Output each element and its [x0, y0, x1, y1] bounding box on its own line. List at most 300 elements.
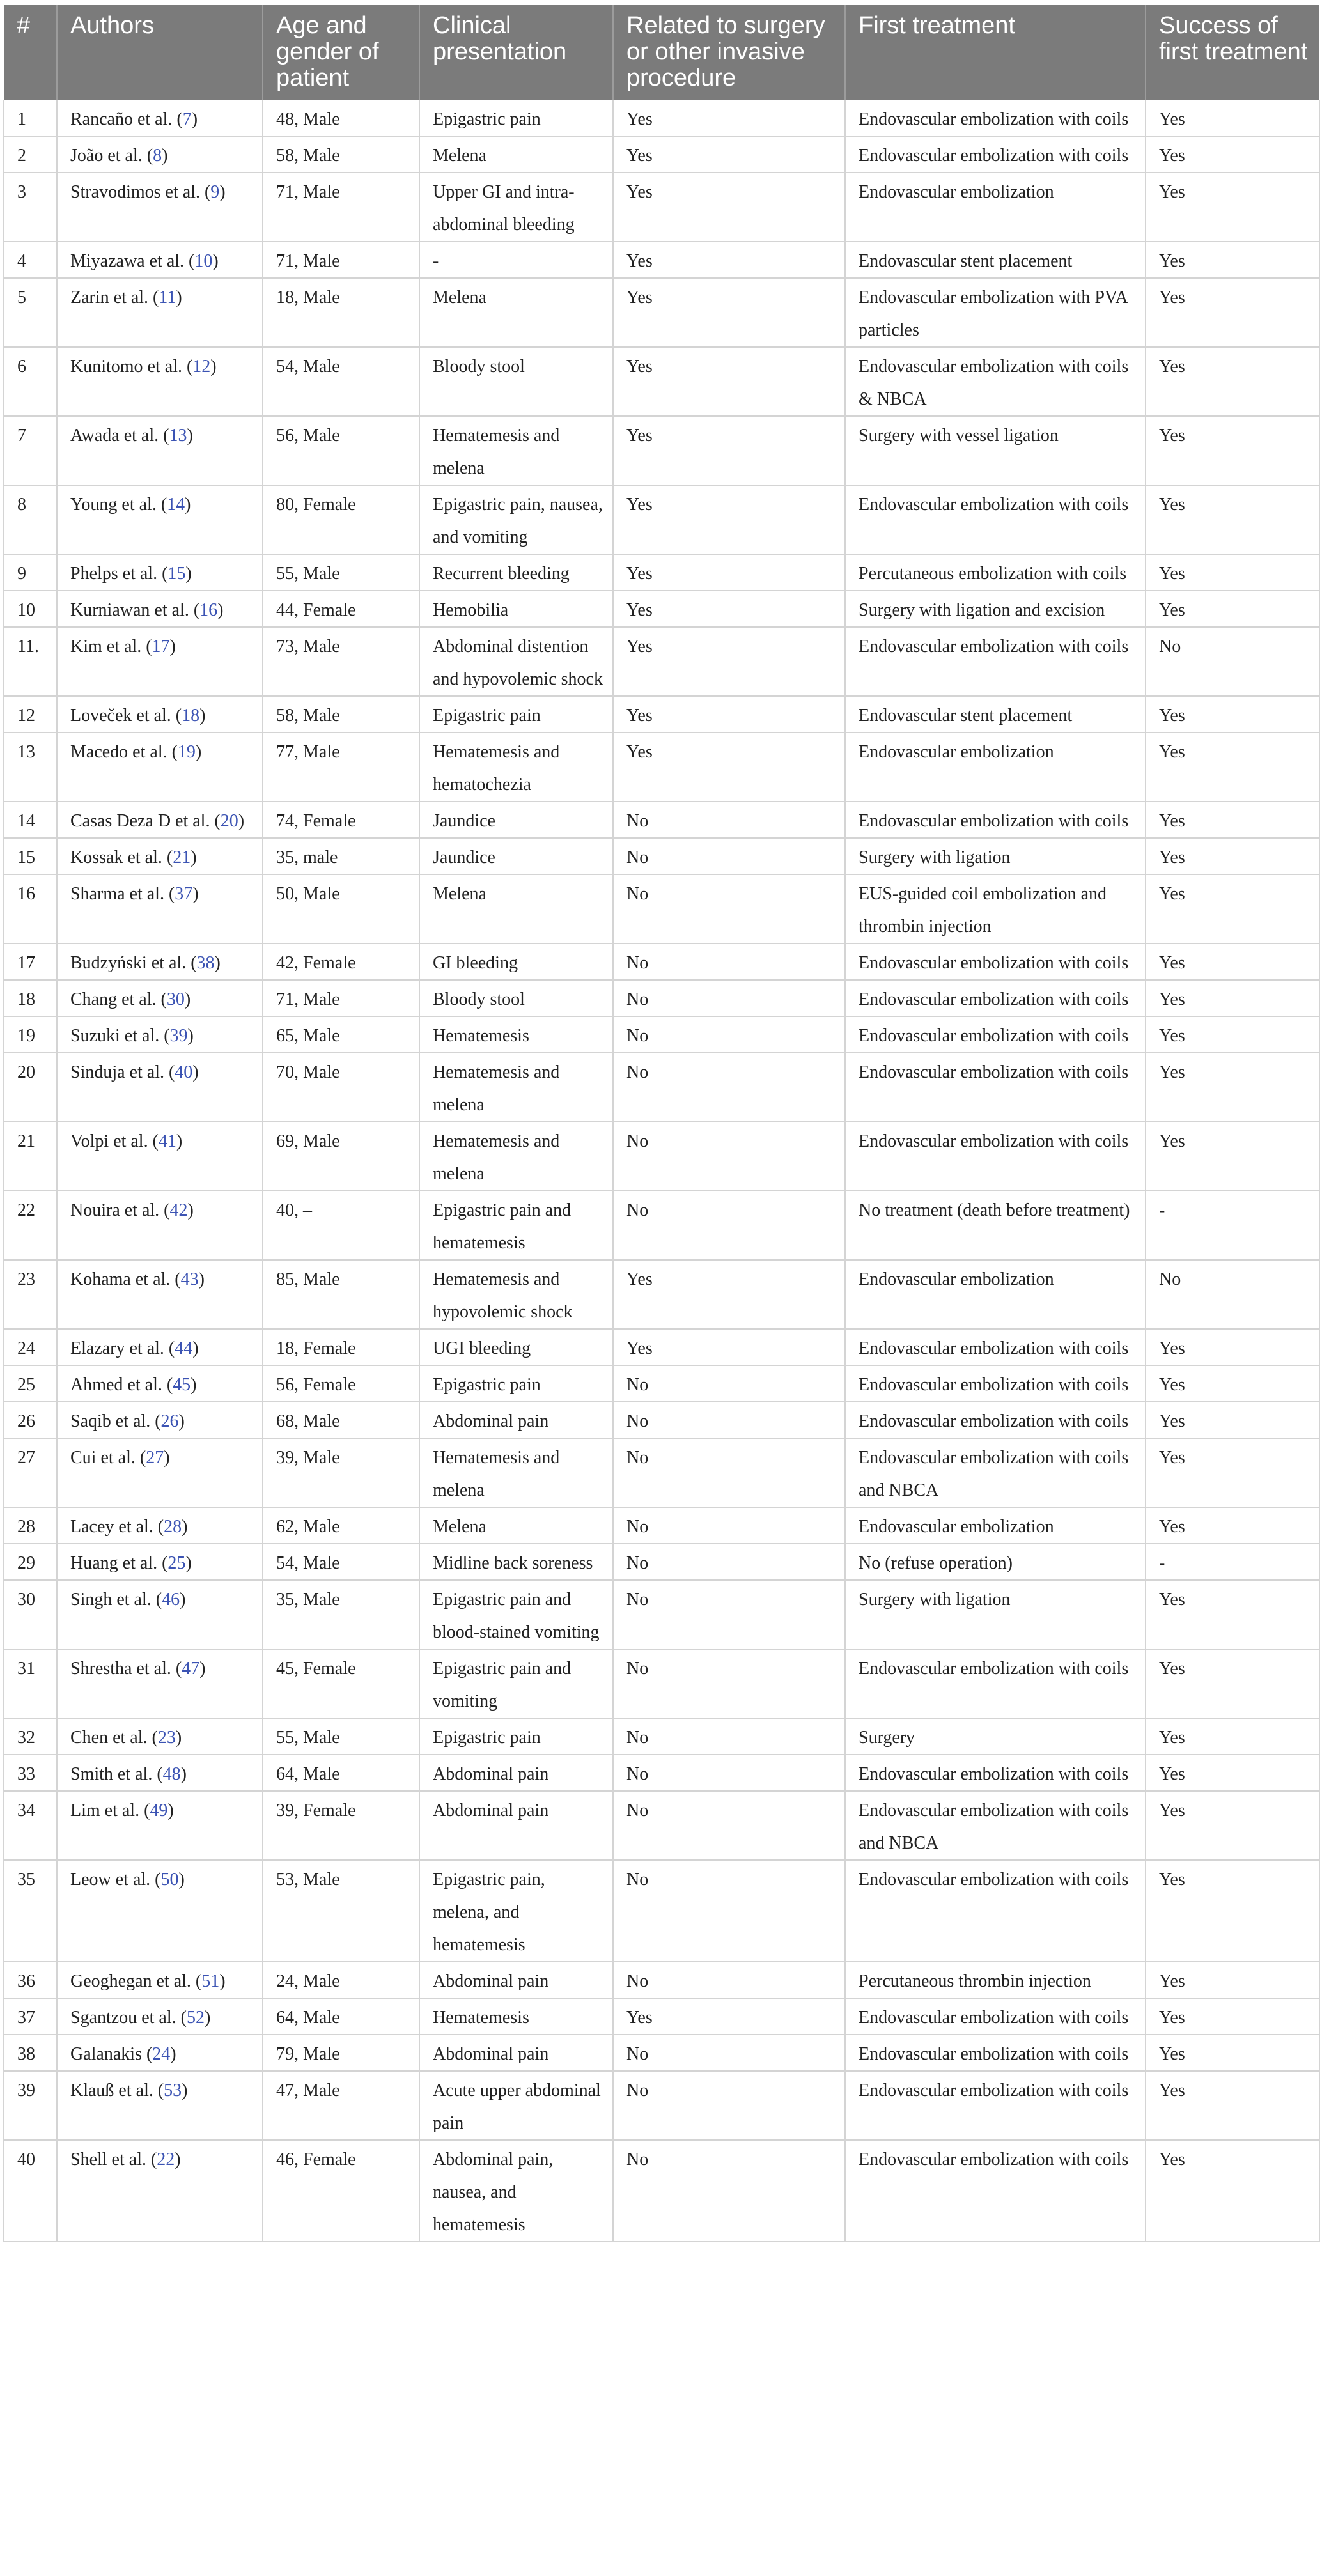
table-row	[4, 1507, 1319, 1544]
reference-close-paren: )	[175, 1728, 182, 1748]
table-row	[4, 1260, 1319, 1329]
success-cell: Yes	[1146, 980, 1319, 1016]
reference-link[interactable]: 44	[175, 1338, 193, 1358]
related-to-surgery-cell: No	[613, 1016, 845, 1053]
header-number: #	[4, 5, 57, 100]
author-cell	[57, 874, 263, 943]
related-to-surgery-cell: Yes	[613, 1260, 845, 1329]
related-to-surgery-cell: Yes	[613, 627, 845, 696]
success-cell: Yes	[1146, 100, 1319, 136]
author-cell	[57, 2071, 263, 2140]
author-cell	[57, 1998, 263, 2035]
clinical-presentation-cell: Epigastric pain and hematemesis	[419, 1191, 613, 1260]
reference-link[interactable]: 7	[182, 109, 192, 129]
row-number: 5	[4, 278, 57, 347]
age-gender-cell: 35, Male	[263, 1580, 419, 1649]
table-row	[4, 2140, 1319, 2242]
clinical-presentation-cell: Abdominal pain, nausea, and hematemesis	[419, 2140, 613, 2242]
first-treatment-cell: Surgery with ligation and excision	[845, 591, 1146, 627]
author-name: Macedo et al. (	[70, 742, 178, 762]
author-name: Sharma et al. (	[70, 884, 175, 904]
author-name: Shrestha et al. (	[70, 1659, 182, 1679]
clinical-presentation-cell: Epigastric pain	[419, 696, 613, 733]
reference-close-paren: )	[192, 1338, 199, 1358]
header-clinical-presentation: Clinical presentation	[419, 5, 613, 100]
reference-link[interactable]: 19	[177, 742, 196, 762]
first-treatment-cell: No treatment (death before treatment)	[845, 1191, 1146, 1260]
first-treatment-cell: Endovascular embolization with coils	[845, 1053, 1146, 1122]
table-row	[4, 1402, 1319, 1438]
clinical-presentation-cell: Hematemesis and melena	[419, 416, 613, 485]
reference-close-paren: )	[170, 2044, 176, 2064]
reference-link[interactable]: 15	[167, 564, 186, 584]
row-number: 3	[4, 173, 57, 242]
row-number: 33	[4, 1755, 57, 1791]
first-treatment-cell: Endovascular embolization with coils and NBCA	[845, 1791, 1146, 1860]
clinical-presentation-cell: Hematemesis	[419, 1016, 613, 1053]
table-row	[4, 1438, 1319, 1507]
clinical-presentation-cell: Jaundice	[419, 802, 613, 838]
age-gender-cell: 39, Male	[263, 1438, 419, 1507]
row-number: 6	[4, 347, 57, 416]
success-cell: Yes	[1146, 485, 1319, 554]
author-cell	[57, 1122, 263, 1191]
reference-close-paren: )	[176, 1131, 183, 1151]
first-treatment-cell: No (refuse operation)	[845, 1544, 1146, 1580]
age-gender-cell: 58, Male	[263, 696, 419, 733]
reference-link[interactable]: 9	[210, 182, 220, 202]
reference-close-paren: )	[184, 989, 191, 1009]
success-cell: Yes	[1146, 554, 1319, 591]
first-treatment-cell: Endovascular embolization with coils	[845, 980, 1146, 1016]
table-row	[4, 1649, 1319, 1718]
related-to-surgery-cell: No	[613, 2140, 845, 2242]
reference-link[interactable]: 16	[199, 600, 218, 620]
row-number: 20	[4, 1053, 57, 1122]
author-name: Chen et al. (	[70, 1728, 158, 1748]
related-to-surgery-cell: No	[613, 1402, 845, 1438]
author-cell	[57, 2035, 263, 2071]
reference-link[interactable]: 45	[173, 1375, 191, 1395]
row-number: 19	[4, 1016, 57, 1053]
table-row	[4, 1329, 1319, 1365]
age-gender-cell: 53, Male	[263, 1860, 419, 1962]
author-cell	[57, 485, 263, 554]
age-gender-cell: 77, Male	[263, 733, 419, 802]
author-name: Young et al. (	[70, 495, 167, 515]
row-number: 34	[4, 1791, 57, 1860]
success-cell: Yes	[1146, 1962, 1319, 1998]
author-name: Ahmed et al. (	[70, 1375, 173, 1395]
reference-close-paren: )	[178, 1870, 185, 1889]
clinical-presentation-cell: Bloody stool	[419, 347, 613, 416]
row-number: 10	[4, 591, 57, 627]
related-to-surgery-cell: No	[613, 1649, 845, 1718]
table-row	[4, 591, 1319, 627]
reference-link[interactable]: 17	[152, 637, 170, 656]
table-row	[4, 838, 1319, 874]
row-number: 31	[4, 1649, 57, 1718]
author-cell	[57, 1438, 263, 1507]
clinical-presentation-cell: Abdominal distention and hypovolemic shock	[419, 627, 613, 696]
reference-link[interactable]: 51	[201, 1971, 220, 1991]
success-cell: Yes	[1146, 2071, 1319, 2140]
first-treatment-cell: Endovascular embolization	[845, 733, 1146, 802]
related-to-surgery-cell: No	[613, 838, 845, 874]
author-name: Leow et al. (	[70, 1870, 161, 1889]
reference-link[interactable]: 20	[220, 811, 238, 831]
success-cell: Yes	[1146, 1402, 1319, 1438]
table-row	[4, 802, 1319, 838]
reference-link[interactable]: 11	[159, 288, 176, 307]
first-treatment-cell: Endovascular stent placement	[845, 696, 1146, 733]
author-name: Smith et al. (	[70, 1764, 163, 1784]
related-to-surgery-cell: Yes	[613, 100, 845, 136]
age-gender-cell: 73, Male	[263, 627, 419, 696]
first-treatment-cell: Endovascular embolization	[845, 173, 1146, 242]
clinical-presentation-cell: Hemobilia	[419, 591, 613, 627]
age-gender-cell: 24, Male	[263, 1962, 419, 1998]
success-cell: Yes	[1146, 696, 1319, 733]
success-cell: Yes	[1146, 1053, 1319, 1122]
row-number: 36	[4, 1962, 57, 1998]
clinical-presentation-cell: Abdominal pain	[419, 1791, 613, 1860]
reference-link[interactable]: 12	[192, 357, 211, 376]
row-number: 25	[4, 1365, 57, 1402]
row-number: 4	[4, 242, 57, 278]
author-name: Huang et al. (	[70, 1553, 168, 1573]
success-cell: Yes	[1146, 1860, 1319, 1962]
reference-close-paren: )	[180, 1590, 186, 1610]
success-cell: -	[1146, 1191, 1319, 1260]
related-to-surgery-cell: No	[613, 1122, 845, 1191]
clinical-presentation-cell: Melena	[419, 874, 613, 943]
author-name: Volpi et al. (	[70, 1131, 159, 1151]
reference-link[interactable]: 53	[164, 2081, 182, 2100]
reference-close-paren: )	[187, 1026, 194, 1046]
reference-link[interactable]: 25	[167, 1553, 186, 1573]
age-gender-cell: 46, Female	[263, 2140, 419, 2242]
reference-link[interactable]: 8	[153, 146, 162, 166]
age-gender-cell: 18, Male	[263, 278, 419, 347]
author-name: Klauß et al. (	[70, 2081, 164, 2100]
table-row	[4, 1365, 1319, 1402]
author-cell	[57, 347, 263, 416]
reference-close-paren: )	[214, 953, 221, 973]
success-cell: No	[1146, 627, 1319, 696]
first-treatment-cell: Endovascular embolization with coils	[845, 2035, 1146, 2071]
first-treatment-cell: Endovascular embolization with coils	[845, 136, 1146, 173]
row-number: 27	[4, 1438, 57, 1507]
clinical-presentation-cell: Abdominal pain	[419, 1962, 613, 1998]
reference-link[interactable]: 22	[157, 2150, 175, 2169]
first-treatment-cell: Endovascular embolization with coils	[845, 1755, 1146, 1791]
success-cell: Yes	[1146, 278, 1319, 347]
author-name: Miyazawa et al. (	[70, 251, 195, 271]
row-number: 38	[4, 2035, 57, 2071]
reference-link[interactable]: 30	[166, 989, 185, 1009]
age-gender-cell: 40, –	[263, 1191, 419, 1260]
related-to-surgery-cell: No	[613, 1580, 845, 1649]
author-name: Rancaño et al. (	[70, 109, 183, 129]
related-to-surgery-cell: No	[613, 2071, 845, 2140]
reference-link[interactable]: 38	[196, 953, 215, 973]
reference-link[interactable]: 46	[162, 1590, 180, 1610]
success-cell: Yes	[1146, 1580, 1319, 1649]
reference-close-paren: )	[199, 1659, 206, 1679]
reference-close-paren: )	[212, 251, 219, 271]
first-treatment-cell: Endovascular embolization with coils	[845, 943, 1146, 980]
author-name: Geoghegan et al. (	[70, 1971, 202, 1991]
author-cell	[57, 554, 263, 591]
reference-close-paren: )	[185, 564, 192, 584]
reference-close-paren: )	[191, 848, 197, 867]
table-row	[4, 1962, 1319, 1998]
author-name: Zarin et al. (	[70, 288, 159, 307]
table-row	[4, 278, 1319, 347]
clinical-presentation-cell: Epigastric pain, nausea, and vomiting	[419, 485, 613, 554]
reference-link[interactable]: 21	[173, 848, 191, 867]
first-treatment-cell: Endovascular embolization with coils	[845, 100, 1146, 136]
table-row	[4, 1016, 1319, 1053]
reference-link[interactable]: 27	[146, 1448, 164, 1468]
reference-close-paren: )	[199, 706, 206, 725]
author-cell	[57, 802, 263, 838]
reference-close-paren: )	[169, 637, 176, 656]
table-row	[4, 554, 1319, 591]
author-name: Kunitomo et al. (	[70, 357, 193, 376]
reference-link[interactable]: 37	[175, 884, 193, 904]
table-row	[4, 696, 1319, 733]
clinical-presentation-cell: Hematemesis and melena	[419, 1053, 613, 1122]
table-row	[4, 173, 1319, 242]
success-cell: Yes	[1146, 1365, 1319, 1402]
row-number: 15	[4, 838, 57, 874]
reference-link[interactable]: 28	[164, 1517, 182, 1537]
row-number: 8	[4, 485, 57, 554]
related-to-surgery-cell: No	[613, 802, 845, 838]
clinical-presentation-cell: Epigastric pain and blood-stained vomiting	[419, 1580, 613, 1649]
success-cell: Yes	[1146, 347, 1319, 416]
row-number: 14	[4, 802, 57, 838]
first-treatment-cell: Endovascular embolization with coils	[845, 1998, 1146, 2035]
row-number: 37	[4, 1998, 57, 2035]
related-to-surgery-cell: No	[613, 1718, 845, 1755]
related-to-surgery-cell: No	[613, 1791, 845, 1860]
first-treatment-cell: Percutaneous thrombin injection	[845, 1962, 1146, 1998]
reference-link[interactable]: 23	[157, 1728, 176, 1748]
success-cell: Yes	[1146, 136, 1319, 173]
row-number: 7	[4, 416, 57, 485]
header-success: Success of first treatment	[1146, 5, 1319, 100]
author-name: Stravodimos et al. (	[70, 182, 211, 202]
clinical-presentation-cell: Epigastric pain	[419, 100, 613, 136]
author-cell	[57, 980, 263, 1016]
success-cell: Yes	[1146, 416, 1319, 485]
reference-link[interactable]: 41	[158, 1131, 176, 1151]
clinical-presentation-cell: GI bleeding	[419, 943, 613, 980]
row-number: 40	[4, 2140, 57, 2242]
table-row	[4, 416, 1319, 485]
reference-link[interactable]: 47	[182, 1659, 200, 1679]
related-to-surgery-cell: No	[613, 1755, 845, 1791]
reference-link[interactable]: 43	[180, 1269, 199, 1289]
age-gender-cell: 56, Female	[263, 1365, 419, 1402]
reference-close-paren: )	[167, 1801, 174, 1820]
author-cell	[57, 1402, 263, 1438]
clinical-presentation-cell: Bloody stool	[419, 980, 613, 1016]
author-name: Kossak et al. (	[70, 848, 173, 867]
success-cell: Yes	[1146, 874, 1319, 943]
reference-link[interactable]: 48	[162, 1764, 181, 1784]
row-number: 35	[4, 1860, 57, 1962]
author-name: Chang et al. (	[70, 989, 167, 1009]
related-to-surgery-cell: No	[613, 874, 845, 943]
table-row	[4, 627, 1319, 696]
first-treatment-cell: Endovascular stent placement	[845, 242, 1146, 278]
clinical-presentation-cell: Jaundice	[419, 838, 613, 874]
reference-close-paren: )	[182, 2081, 188, 2100]
author-cell	[57, 627, 263, 696]
author-name: João et al. (	[70, 146, 153, 166]
clinical-presentation-cell: Upper GI and intra-abdominal bleeding	[419, 173, 613, 242]
author-cell	[57, 1755, 263, 1791]
table-row	[4, 485, 1319, 554]
reference-close-paren: )	[162, 146, 168, 166]
related-to-surgery-cell: Yes	[613, 416, 845, 485]
related-to-surgery-cell: No	[613, 1365, 845, 1402]
table-row	[4, 1718, 1319, 1755]
table-row	[4, 1755, 1319, 1791]
clinical-presentation-cell: Abdominal pain	[419, 2035, 613, 2071]
first-treatment-cell: Endovascular embolization	[845, 1260, 1146, 1329]
success-cell: Yes	[1146, 1649, 1319, 1718]
age-gender-cell: 62, Male	[263, 1507, 419, 1544]
first-treatment-cell: Endovascular embolization with coils	[845, 802, 1146, 838]
table-header-row	[4, 5, 1319, 100]
reference-link[interactable]: 52	[186, 2008, 205, 2028]
reference-close-paren: )	[191, 1375, 197, 1395]
header-authors: Authors	[57, 5, 263, 100]
clinical-presentation-cell: -	[419, 242, 613, 278]
first-treatment-cell: Surgery with ligation	[845, 1580, 1146, 1649]
row-number: 28	[4, 1507, 57, 1544]
reference-link[interactable]: 13	[169, 426, 187, 446]
related-to-surgery-cell: Yes	[613, 554, 845, 591]
first-treatment-cell: Endovascular embolization with coils	[845, 1016, 1146, 1053]
reference-link[interactable]: 39	[169, 1026, 188, 1046]
clinical-presentation-cell: Hematemesis and melena	[419, 1438, 613, 1507]
author-name: Nouira et al. (	[70, 1200, 170, 1220]
first-treatment-cell: Endovascular embolization with coils & NBCA	[845, 347, 1146, 416]
success-cell: Yes	[1146, 733, 1319, 802]
age-gender-cell: 44, Female	[263, 591, 419, 627]
table-body	[4, 100, 1319, 2242]
row-number: 17	[4, 943, 57, 980]
reference-link[interactable]: 26	[160, 1411, 179, 1431]
related-to-surgery-cell: Yes	[613, 1998, 845, 2035]
table-row	[4, 980, 1319, 1016]
clinical-presentation-cell: Hematemesis and melena	[419, 1122, 613, 1191]
clinical-presentation-cell: Epigastric pain	[419, 1365, 613, 1402]
author-cell	[57, 278, 263, 347]
author-name: Saqib et al. (	[70, 1411, 161, 1431]
first-treatment-cell: Endovascular embolization with coils	[845, 1649, 1146, 1718]
table-row	[4, 1580, 1319, 1649]
age-gender-cell: 42, Female	[263, 943, 419, 980]
success-cell: Yes	[1146, 173, 1319, 242]
reference-close-paren: )	[192, 1062, 199, 1082]
reference-link[interactable]: 24	[152, 2044, 171, 2064]
reference-link[interactable]: 40	[175, 1062, 193, 1082]
success-cell: Yes	[1146, 1329, 1319, 1365]
table-row	[4, 2035, 1319, 2071]
related-to-surgery-cell: Yes	[613, 591, 845, 627]
clinical-presentation-cell: Acute upper abdominal pain	[419, 2071, 613, 2140]
table-row	[4, 1791, 1319, 1860]
age-gender-cell: 48, Male	[263, 100, 419, 136]
age-gender-cell: 74, Female	[263, 802, 419, 838]
first-treatment-cell: Endovascular embolization with coils	[845, 1365, 1146, 1402]
success-cell: Yes	[1146, 1791, 1319, 1860]
author-name: Sgantzou et al. (	[70, 2008, 187, 2028]
reference-close-paren: )	[185, 495, 191, 515]
age-gender-cell: 39, Female	[263, 1791, 419, 1860]
author-cell	[57, 1053, 263, 1122]
author-name: Phelps et al. (	[70, 564, 168, 584]
author-cell	[57, 2140, 263, 2242]
first-treatment-cell: Endovascular embolization with coils	[845, 2140, 1146, 2242]
clinical-presentation-cell: Melena	[419, 278, 613, 347]
success-cell: Yes	[1146, 1507, 1319, 1544]
reference-close-paren: )	[210, 357, 217, 376]
reference-link[interactable]: 18	[182, 706, 200, 725]
reference-link[interactable]: 50	[160, 1870, 179, 1889]
first-treatment-cell: Endovascular embolization	[845, 1507, 1146, 1544]
clinical-presentation-cell: Hematemesis and hypovolemic shock	[419, 1260, 613, 1329]
clinical-presentation-cell: Melena	[419, 136, 613, 173]
reference-link[interactable]: 42	[169, 1200, 188, 1220]
clinical-presentation-cell: Epigastric pain and vomiting	[419, 1649, 613, 1718]
success-cell: Yes	[1146, 242, 1319, 278]
row-number: 12	[4, 696, 57, 733]
author-cell	[57, 1329, 263, 1365]
row-number: 23	[4, 1260, 57, 1329]
row-number: 39	[4, 2071, 57, 2140]
reference-link[interactable]: 14	[167, 495, 185, 515]
author-cell	[57, 838, 263, 874]
reference-close-paren: )	[176, 288, 182, 307]
age-gender-cell: 55, Male	[263, 1718, 419, 1755]
table-row	[4, 1122, 1319, 1191]
reference-link[interactable]: 49	[150, 1801, 168, 1820]
reference-link[interactable]: 10	[194, 251, 213, 271]
first-treatment-cell: Endovascular embolization with coils	[845, 1402, 1146, 1438]
header-first-treatment: First treatment	[845, 5, 1146, 100]
author-name: Singh et al. (	[70, 1590, 162, 1610]
clinical-presentation-cell: Hematemesis and hematochezia	[419, 733, 613, 802]
table-row	[4, 1544, 1319, 1580]
first-treatment-cell: Surgery with ligation	[845, 838, 1146, 874]
age-gender-cell: 70, Male	[263, 1053, 419, 1122]
author-name: Awada et al. (	[70, 426, 169, 446]
related-to-surgery-cell: Yes	[613, 347, 845, 416]
first-treatment-cell: Endovascular embolization with coils and NBCA	[845, 1438, 1146, 1507]
reference-close-paren: )	[195, 742, 202, 762]
related-to-surgery-cell: No	[613, 1438, 845, 1507]
related-to-surgery-cell: No	[613, 1962, 845, 1998]
author-cell	[57, 1791, 263, 1860]
